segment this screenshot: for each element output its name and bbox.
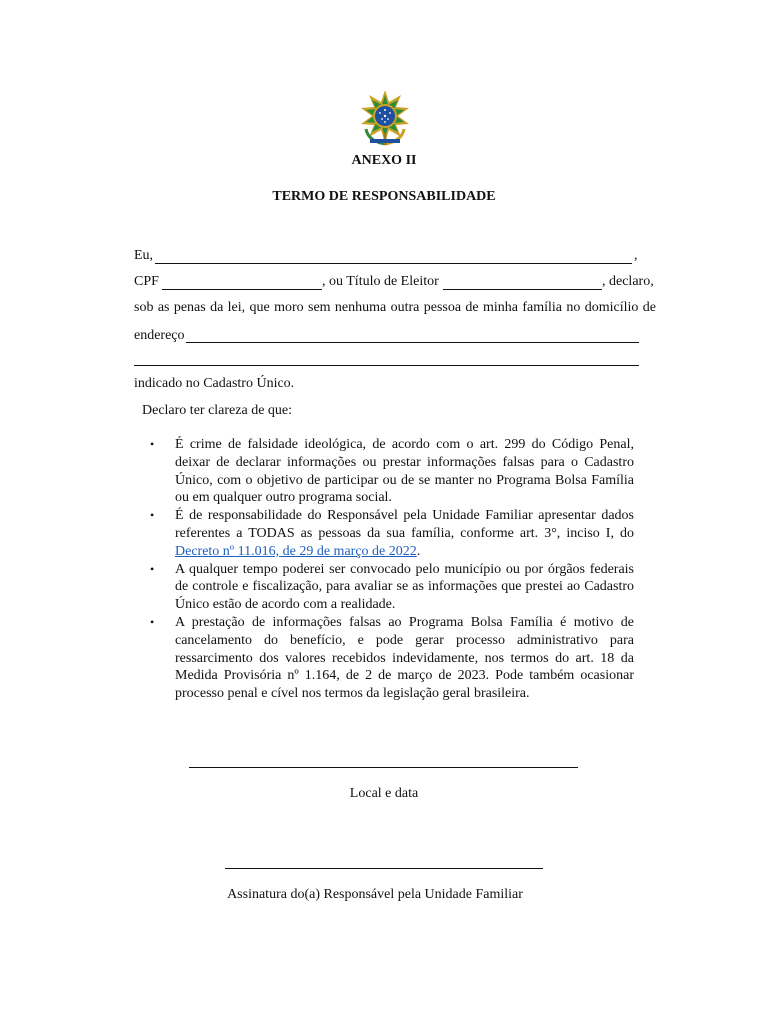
decree-link[interactable]: Decreto nº 11.016, de 29 de março de 2022 bbox=[175, 543, 417, 559]
address-blank[interactable] bbox=[186, 342, 639, 343]
cpf-blank[interactable] bbox=[162, 289, 322, 290]
bullet-icon: • bbox=[150, 614, 155, 629]
bullet-icon: • bbox=[150, 561, 155, 576]
brazil-coat-of-arms-icon bbox=[358, 89, 412, 147]
name-line bbox=[134, 247, 153, 265]
voter-id-label: , ou Título de Eleitor bbox=[322, 274, 439, 289]
bullet-icon: • bbox=[150, 437, 155, 451]
list-item bbox=[150, 614, 634, 703]
name-blank[interactable] bbox=[155, 263, 632, 264]
bullet-line: deixar de declarar informações ou prestar informações falsas para o Cadastro bbox=[175, 454, 634, 470]
list-item bbox=[150, 561, 634, 614]
bullet-line: A qualquer tempo poderei ser convocado pelo município ou por órgãos federais bbox=[175, 561, 634, 577]
signature-blank[interactable] bbox=[225, 868, 543, 869]
clarity-bullet-list bbox=[150, 436, 634, 703]
bullet-line: É de responsabilidade do Responsável pela Unidade Familiar apresentar dados bbox=[175, 508, 634, 524]
bullet-line: A prestação de informações falsas ao Programa Bolsa Família é motivo de bbox=[175, 614, 634, 630]
list-item bbox=[150, 507, 634, 560]
list-item bbox=[150, 436, 634, 507]
bullet-line: Único, com o objetivo de participar ou de se manter no Programa Bolsa Família bbox=[175, 472, 634, 488]
bullet-line: Único estão de acordo com a realidade. bbox=[175, 597, 396, 613]
voter-id-blank[interactable] bbox=[443, 289, 602, 290]
link-period: . bbox=[416, 543, 421, 559]
bullet-line: ressarcimento dos valores recebidos indevidamente, nos termos do art. 18 da bbox=[175, 650, 634, 666]
bullet-line: cancelamento do benefício, e pode gerar processo administrativo para bbox=[175, 632, 634, 648]
place-date-blank[interactable] bbox=[189, 767, 578, 768]
declaro-text: , declaro, bbox=[602, 274, 654, 289]
document-title: TERMO DE RESPONSABILIDADE bbox=[272, 189, 496, 204]
bullet-line: ou em qualquer outro programa social. bbox=[175, 490, 392, 506]
clarity-intro: Declaro ter clareza de que: bbox=[142, 403, 293, 418]
address-label: endereço bbox=[134, 328, 185, 343]
bullet-icon: • bbox=[150, 508, 155, 523]
name-label: Eu, bbox=[134, 248, 154, 263]
bullet-line: referentes a TODAS as pessoas da sua família, conforme art. 3°, inciso I, do bbox=[175, 525, 634, 541]
name-line-comma: , bbox=[634, 248, 638, 263]
annex-heading: ANEXO II bbox=[351, 153, 417, 168]
declaration-sentence: sob as penas da lei, que moro sem nenhuma outra pessoa de minha família no domicílio de bbox=[134, 300, 656, 315]
bullet-line: de controle e fiscalização, para avaliar se as informações que prestei ao Cadastro bbox=[175, 579, 634, 595]
bullet-line bbox=[175, 543, 634, 561]
cpf-label: CPF bbox=[134, 274, 159, 289]
signature-label: Assinatura do(a) Responsável pela Unidade Familiar bbox=[227, 887, 523, 902]
address-blank-continuation[interactable] bbox=[134, 365, 639, 366]
cadastro-text: indicado no Cadastro Único. bbox=[134, 376, 295, 391]
bullet-line: É crime de falsidade ideológica, de acordo com o art. 299 do Código Penal, bbox=[175, 437, 634, 452]
bullet-line: Medida Provisória nº 1.164, de 2 de março de 2023. Pode também ocasionar bbox=[175, 668, 634, 684]
place-date-label: Local e data bbox=[349, 786, 419, 801]
bullet-line: processo penal e cível nos termos da legislação geral brasileira. bbox=[175, 686, 530, 702]
